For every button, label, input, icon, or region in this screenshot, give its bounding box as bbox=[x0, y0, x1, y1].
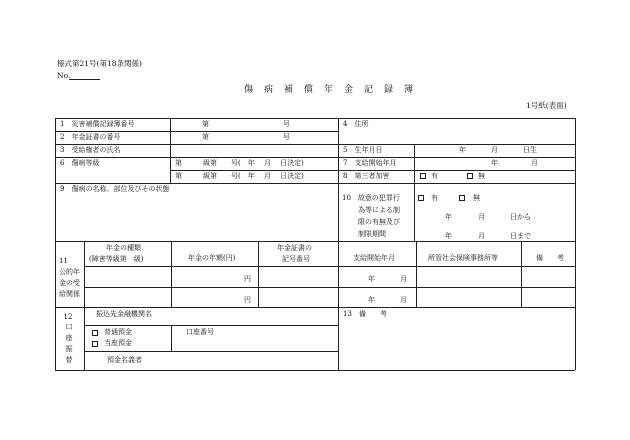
form-number: 様式第21号(第18条関係) bbox=[57, 59, 142, 68]
field-10-nen-from: 年 bbox=[445, 213, 452, 221]
sheet-label: 1号紙(表面) bbox=[526, 101, 567, 110]
account-label-char4: 替 bbox=[65, 356, 73, 364]
col-amount: 年金の年額(円) bbox=[188, 254, 236, 262]
field-2-dai: 第 bbox=[202, 133, 209, 141]
account-label-char3: 振 bbox=[65, 345, 73, 353]
field-6-label: 6 傷病等級 bbox=[60, 159, 100, 167]
pension-label-line4: 給関係 bbox=[59, 290, 80, 298]
field-3-label: 3 受給権者の氏名 bbox=[60, 146, 121, 154]
field-10-line2: 為等による制 bbox=[358, 206, 400, 214]
col-office: 所管社会保険事務所等 bbox=[428, 254, 498, 262]
pension-label-num: 11 bbox=[59, 257, 68, 265]
field-6-row1: 第 級第 号( 年 月 日決定) bbox=[175, 159, 304, 167]
field-10-no-label: 無 bbox=[473, 194, 480, 202]
field-10-line4: 制限期間 bbox=[358, 230, 386, 238]
pension-label-line2: 公的年 bbox=[59, 268, 80, 276]
bank-name-label: 振込先金融機関名 bbox=[96, 310, 152, 318]
field-10-tsuki-to: 月 bbox=[478, 232, 485, 240]
account-number-label: 口座番号 bbox=[186, 328, 214, 336]
field-10-line3: 限の有無及び bbox=[358, 218, 400, 226]
field-8-yes-checkbox[interactable] bbox=[420, 173, 426, 179]
col-cert-line1: 年金証書の bbox=[277, 244, 312, 252]
field-9-label: 9 傷病の名称、部位及びその状態 bbox=[60, 185, 170, 193]
col-note: 備 考 bbox=[536, 254, 564, 262]
field-6-row2: 第 級第 号( 年 月 日決定) bbox=[175, 172, 304, 180]
field-5-label: 5 生年月日 bbox=[343, 146, 383, 154]
field-10-to-label: 日まで bbox=[510, 232, 531, 240]
col-type-line2: (障害等級第 級) bbox=[89, 255, 144, 263]
field-5-nen: 年 bbox=[459, 146, 466, 154]
field-10-yes-label: 有 bbox=[431, 194, 438, 202]
field-10-tsuki-from: 月 bbox=[478, 213, 485, 221]
field-5-tsuki: 月 bbox=[491, 146, 498, 154]
no-underline bbox=[69, 79, 100, 80]
row1-yen: 円 bbox=[244, 275, 251, 283]
field-10-line1: 10 故意の犯罪行 bbox=[342, 194, 400, 202]
field-10-nen-to: 年 bbox=[445, 232, 452, 240]
no-label: No. bbox=[57, 71, 71, 80]
field-8-yes-label: 有 bbox=[431, 172, 438, 180]
field-7-nen: 年 bbox=[491, 159, 498, 167]
row2-yen: 円 bbox=[244, 296, 251, 304]
pension-label-line3: 金の受 bbox=[59, 279, 80, 287]
field-13-remarks-label: 13 備 考 bbox=[343, 310, 387, 318]
page-title: 傷 病 補 償 年 金 記 録 簿 bbox=[244, 85, 415, 95]
field-8-no-label: 無 bbox=[478, 172, 485, 180]
field-7-tsuki: 月 bbox=[531, 159, 538, 167]
field-1-label: 1 災害補償記録簿番号 bbox=[60, 120, 135, 128]
field-2-go: 号 bbox=[283, 133, 290, 141]
field-1-dai: 第 bbox=[202, 120, 209, 128]
account-label-char2: 座 bbox=[65, 334, 73, 342]
row2-nen: 年 bbox=[368, 296, 375, 304]
current-deposit-label: 当座預金 bbox=[104, 339, 132, 347]
field-1-go: 号 bbox=[283, 120, 290, 128]
ordinary-deposit-checkbox[interactable] bbox=[92, 330, 98, 336]
field-5-hi: 日生 bbox=[523, 146, 537, 154]
field-4-label: 4 住所 bbox=[343, 120, 369, 128]
row1-tsuki: 月 bbox=[400, 275, 407, 283]
field-8-no-checkbox[interactable] bbox=[467, 173, 473, 179]
field-10-yes-checkbox[interactable] bbox=[418, 195, 424, 201]
field-10-from-label: 日から bbox=[510, 213, 531, 221]
row1-nen: 年 bbox=[368, 275, 375, 283]
field-10-no-checkbox[interactable] bbox=[459, 195, 465, 201]
ordinary-deposit-label: 普通預金 bbox=[104, 328, 132, 336]
col-type-line1: 年金の種類 bbox=[106, 244, 141, 252]
field-7-label: 7 支給開始年月 bbox=[343, 159, 397, 167]
col-start: 支給開始年月 bbox=[353, 254, 395, 262]
field-2-label: 2 年金証書の番号 bbox=[60, 133, 121, 141]
account-label-char1: 口 bbox=[65, 323, 73, 331]
col-cert-line2: 記号番号 bbox=[282, 255, 310, 263]
account-label-num: 12 bbox=[63, 313, 73, 321]
current-deposit-checkbox[interactable] bbox=[92, 341, 98, 347]
field-8-label: 8 第三者加害 bbox=[343, 172, 390, 180]
account-holder-label: 預金名義者 bbox=[107, 356, 142, 364]
row2-tsuki: 月 bbox=[400, 296, 407, 304]
